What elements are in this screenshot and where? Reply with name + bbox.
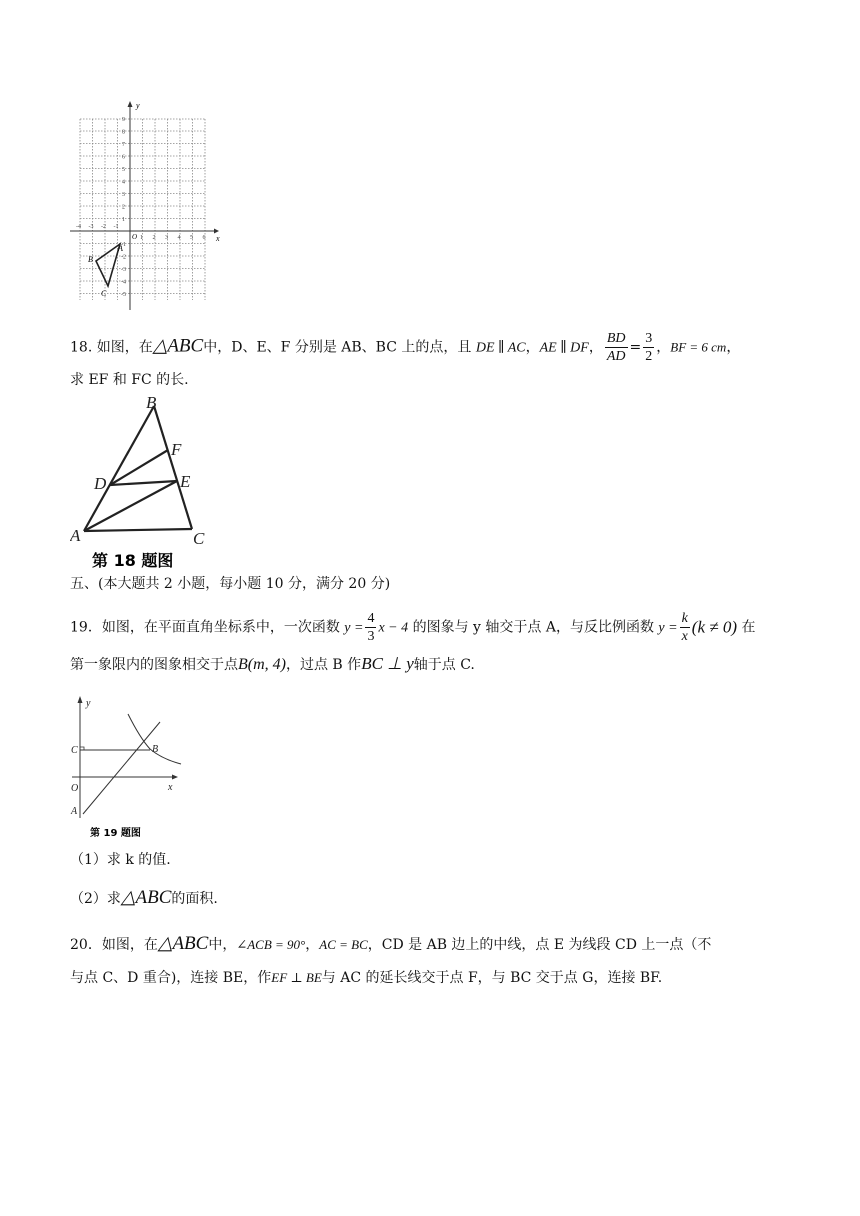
q19-perpendicular: BC ⊥ y bbox=[361, 654, 414, 673]
question-19-part-2 bbox=[70, 888, 218, 909]
q20-text: ， bbox=[305, 937, 320, 953]
q18-value-den: 2 bbox=[645, 349, 653, 364]
q18-value-fraction bbox=[643, 330, 654, 365]
figure-17-grid bbox=[66, 98, 226, 312]
question-20-line1 bbox=[70, 934, 711, 955]
figure-18-caption: 第 18 题图 bbox=[92, 551, 174, 570]
inverse-function-curve bbox=[128, 714, 181, 764]
q18-value-num: 3 bbox=[645, 331, 653, 346]
q18-frac-num: BD bbox=[606, 331, 626, 346]
label-y: y bbox=[86, 698, 91, 709]
y-tick: 9 bbox=[122, 117, 125, 123]
q20-perpendicular: EF ⊥ BE bbox=[271, 970, 322, 985]
y-tick: -1 bbox=[121, 242, 126, 248]
y-tick: -2 bbox=[121, 254, 126, 261]
q18-ae-parallel-df: AE ∥ DF bbox=[539, 340, 589, 356]
y-tick: 6 bbox=[122, 154, 125, 161]
x-axis-arrow bbox=[172, 775, 178, 780]
figure-19-caption: 第 19 题图 bbox=[90, 828, 141, 839]
label-a: A bbox=[70, 526, 81, 545]
point-a-label: A bbox=[118, 244, 123, 253]
q18-bf-length: BF = 6 cm bbox=[670, 339, 727, 355]
q20-text: 与点 C、D 重合)，连接 BE，作 bbox=[70, 970, 272, 986]
label-c: C bbox=[71, 745, 78, 756]
q19-linear-fraction bbox=[365, 610, 376, 645]
triangle-abc bbox=[96, 244, 120, 286]
x-tick: 1 bbox=[140, 235, 143, 241]
label-c: C bbox=[193, 529, 205, 548]
q19-point-b: B(m, 4) bbox=[238, 656, 286, 673]
section-5-heading: 五、(本大题共 2 小题，每小题 10 分，满分 20 分) bbox=[70, 576, 391, 592]
x-axis-label: x bbox=[216, 234, 220, 243]
q20-text: 中， bbox=[208, 937, 237, 953]
x-tick: -3 bbox=[88, 224, 94, 230]
x-tick: 2 bbox=[152, 235, 156, 241]
x-tick-labels bbox=[76, 224, 206, 241]
x-tick: -4 bbox=[76, 224, 81, 230]
label-e: E bbox=[180, 472, 191, 491]
y-tick: -5 bbox=[121, 292, 126, 298]
q20-ac-equals-bc: AC = BC bbox=[319, 937, 368, 952]
segment-bc bbox=[154, 406, 192, 529]
q20-triangle: △ABC bbox=[157, 933, 209, 954]
q19-text: 第一象限内的图象相交于点 bbox=[70, 657, 238, 673]
q19-text: 在 bbox=[741, 619, 756, 636]
segment-ac bbox=[84, 529, 192, 531]
question-18-line1 bbox=[70, 330, 740, 365]
x-tick: -2 bbox=[101, 224, 106, 230]
question-19-line2 bbox=[70, 654, 475, 675]
label-b: B bbox=[152, 744, 159, 755]
q19-text: ，过点 B 作 bbox=[285, 657, 362, 673]
q19-linear-den: 3 bbox=[367, 629, 375, 644]
x-tick: -1 bbox=[113, 224, 119, 230]
q19-part2-triangle: △ABC bbox=[120, 887, 172, 908]
question-19-line1 bbox=[70, 610, 755, 645]
y-axis-arrow bbox=[128, 101, 133, 107]
q20-angle: ∠ACB = 90° bbox=[236, 937, 306, 952]
q18-comma: ， bbox=[656, 339, 671, 356]
q19-inverse-num: k bbox=[681, 611, 688, 626]
q18-frac-den: AD bbox=[606, 349, 626, 364]
q19-part2-text: （2）求 bbox=[70, 891, 121, 907]
q18-comma: ， bbox=[525, 339, 540, 356]
question-20-line2 bbox=[70, 968, 662, 988]
label-o: O bbox=[71, 783, 79, 794]
point-c-label: C bbox=[101, 289, 107, 298]
y-tick: 1 bbox=[122, 217, 125, 223]
label-x: x bbox=[168, 782, 173, 793]
y-tick: 3 bbox=[122, 192, 125, 198]
label-d: D bbox=[94, 474, 107, 493]
x-tick: 5 bbox=[190, 235, 193, 241]
q19-intro: 19．如图，在平面直角坐标系中，一次函数 bbox=[70, 619, 340, 636]
point-b-label: B bbox=[88, 255, 93, 264]
y-tick: -3 bbox=[121, 267, 126, 273]
y-tick: 2 bbox=[122, 204, 125, 211]
y-tick-labels bbox=[121, 117, 126, 298]
y-tick: 7 bbox=[122, 142, 125, 148]
question-18-line2: 求 EF 和 FC 的长. bbox=[70, 372, 189, 388]
q20-number: 20．如图，在 bbox=[70, 937, 158, 953]
q19-linear-rhs: x − 4 bbox=[378, 620, 409, 636]
y-axis-label: y bbox=[136, 101, 140, 110]
q19-inverse-condition: (k ≠ 0) bbox=[691, 617, 737, 637]
label-f: F bbox=[171, 440, 182, 459]
x-axis-arrow bbox=[214, 229, 219, 234]
y-tick: 4 bbox=[122, 179, 125, 186]
q19-inverse-lhs: y = bbox=[658, 620, 678, 636]
linear-function-line bbox=[83, 722, 160, 814]
q20-text: 与 AC 的延长线交于点 F，与 BC 交于点 G，连接 BF. bbox=[321, 970, 663, 986]
x-tick: 6 bbox=[202, 235, 206, 241]
origin-label: O bbox=[132, 233, 138, 241]
q19-linear-num: 4 bbox=[367, 611, 375, 626]
q19-part2-text: 的面积. bbox=[171, 891, 218, 907]
q19-text: 轴于点 C. bbox=[413, 657, 475, 673]
figure-19-graph bbox=[68, 692, 188, 842]
x-tick: 4 bbox=[177, 235, 181, 241]
q18-comma: ， bbox=[726, 339, 741, 356]
label-a: A bbox=[71, 806, 78, 817]
grid-lines bbox=[80, 119, 205, 300]
q18-equals: = bbox=[629, 339, 642, 356]
q18-number: 18. 如图，在 bbox=[70, 339, 153, 356]
q18-ratio-fraction bbox=[605, 330, 628, 365]
q18-de-parallel-ac: DE ∥ AC bbox=[475, 340, 526, 356]
label-b: B bbox=[146, 393, 157, 412]
y-axis-arrow bbox=[78, 696, 83, 703]
y-tick: 8 bbox=[122, 129, 125, 136]
question-19-part-1: （1）求 k 的值. bbox=[70, 852, 171, 868]
y-tick: 5 bbox=[122, 167, 125, 173]
q20-text: ，CD 是 AB 边上的中线，点 E 为线段 CD 上一点（不 bbox=[367, 937, 712, 953]
q19-inverse-den: x bbox=[681, 629, 688, 644]
figure-18-triangle bbox=[70, 392, 220, 572]
segment-de bbox=[110, 481, 177, 485]
q18-triangle-symbol: △ABC bbox=[152, 335, 204, 357]
q18-comma: ， bbox=[588, 339, 603, 356]
q19-inverse-fraction bbox=[680, 610, 690, 645]
q18-text: 中，D、E、F 分别是 AB、BC 上的点，且 bbox=[203, 339, 472, 356]
y-tick: -4 bbox=[121, 279, 126, 286]
x-tick: 3 bbox=[165, 235, 168, 241]
q19-text: 的图象与 y 轴交于点 A，与反比例函数 bbox=[412, 619, 654, 636]
q19-linear-lhs: y = bbox=[344, 620, 364, 636]
